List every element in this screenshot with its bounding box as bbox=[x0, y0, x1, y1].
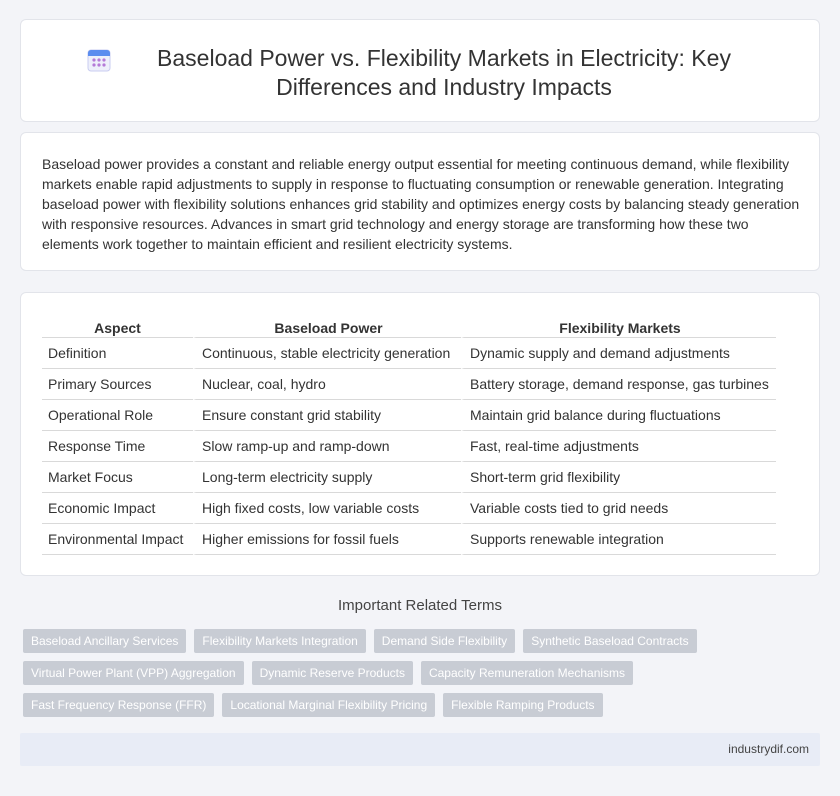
aspect-cell: Market Focus bbox=[42, 462, 193, 493]
baseload-cell: Long-term electricity supply bbox=[193, 462, 461, 493]
header-baseload: Baseload Power bbox=[193, 318, 461, 338]
baseload-cell: Continuous, stable electricity generation bbox=[193, 338, 461, 369]
related-term-tag[interactable]: Virtual Power Plant (VPP) Aggregation bbox=[23, 661, 244, 685]
comparison-card bbox=[20, 292, 820, 576]
baseload-cell: Nuclear, coal, hydro bbox=[193, 369, 461, 400]
table-row bbox=[42, 462, 776, 493]
related-term-tag[interactable]: Locational Marginal Flexibility Pricing bbox=[222, 693, 435, 717]
related-term-tag[interactable]: Flexibility Markets Integration bbox=[194, 629, 365, 653]
header-card bbox=[20, 19, 820, 122]
aspect-cell: Primary Sources bbox=[42, 369, 193, 400]
related-term-tag[interactable]: Fast Frequency Response (FFR) bbox=[23, 693, 214, 717]
related-term-tag[interactable]: Baseload Ancillary Services bbox=[23, 629, 186, 653]
baseload-cell: Ensure constant grid stability bbox=[193, 400, 461, 431]
comparison-table bbox=[42, 318, 776, 555]
header-flexibility: Flexibility Markets bbox=[461, 318, 776, 338]
baseload-cell: Higher emissions for fossil fuels bbox=[193, 524, 461, 555]
table-row bbox=[42, 493, 776, 524]
intro-card bbox=[20, 132, 820, 271]
page-title: Baseload Power vs. Flexibility Markets in Electricity: Key Differences and Industry Impacts bbox=[157, 45, 731, 100]
related-term-tag[interactable]: Demand Side Flexibility bbox=[374, 629, 515, 653]
aspect-cell: Economic Impact bbox=[42, 493, 193, 524]
table-row bbox=[42, 400, 776, 431]
intro-paragraph: Baseload power provides a constant and reliable energy output essential for meeting continuous demand, while flexibility markets enable rapid adjustments to supply in response to fluctuating consumption or renewable generation. Integrating baseload power with flexibility solutions enhances grid stability and optimizes energy costs by balancing steady generation with responsive resources. Advances in smart grid technology and energy storage are transforming how these two elements work together to maintain efficient and resilient electricity systems. bbox=[42, 156, 800, 252]
flexibility-cell: Fast, real-time adjustments bbox=[461, 431, 776, 462]
table-row bbox=[42, 338, 776, 369]
flexibility-cell: Short-term grid flexibility bbox=[461, 462, 776, 493]
aspect-cell: Environmental Impact bbox=[42, 524, 193, 555]
flexibility-cell: Variable costs tied to grid needs bbox=[461, 493, 776, 524]
related-terms-title: Important Related Terms bbox=[338, 597, 502, 614]
table-row bbox=[42, 369, 776, 400]
aspect-cell: Response Time bbox=[42, 431, 193, 462]
calendar-icon bbox=[86, 47, 112, 73]
footer bbox=[20, 733, 820, 766]
flexibility-cell: Battery storage, demand response, gas turbines bbox=[461, 369, 776, 400]
related-term-tag[interactable]: Flexible Ramping Products bbox=[443, 693, 602, 717]
table-header-row bbox=[42, 318, 776, 338]
aspect-cell: Operational Role bbox=[42, 400, 193, 431]
baseload-cell: High fixed costs, low variable costs bbox=[193, 493, 461, 524]
related-term-tag[interactable]: Synthetic Baseload Contracts bbox=[523, 629, 696, 653]
header-aspect: Aspect bbox=[42, 318, 193, 338]
related-term-tag[interactable]: Capacity Remuneration Mechanisms bbox=[421, 661, 633, 685]
related-terms-list bbox=[23, 629, 823, 725]
aspect-cell: Definition bbox=[42, 338, 193, 369]
related-term-tag[interactable]: Dynamic Reserve Products bbox=[252, 661, 413, 685]
baseload-cell: Slow ramp-up and ramp-down bbox=[193, 431, 461, 462]
flexibility-cell: Supports renewable integration bbox=[461, 524, 776, 555]
table-row bbox=[42, 431, 776, 462]
flexibility-cell: Maintain grid balance during fluctuations bbox=[461, 400, 776, 431]
table-row bbox=[42, 524, 776, 555]
footer-site-link[interactable]: industrydif.com bbox=[728, 742, 809, 756]
flexibility-cell: Dynamic supply and demand adjustments bbox=[461, 338, 776, 369]
